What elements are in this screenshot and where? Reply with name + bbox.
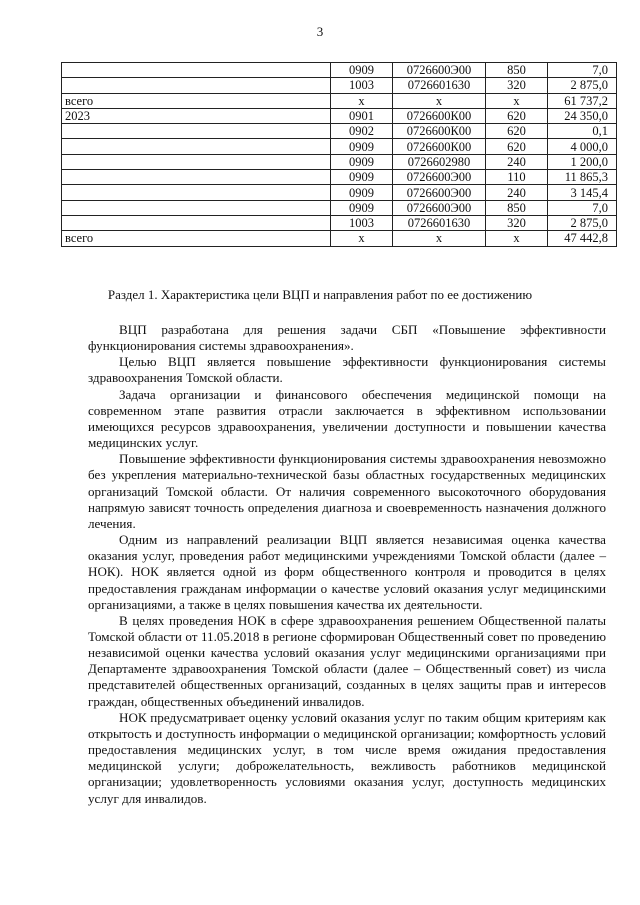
- table-cell: х: [486, 231, 548, 246]
- table-row: [62, 170, 617, 185]
- table-cell: 0909: [331, 200, 393, 215]
- paragraph: НОК предусматривает оценку условий оказания услуг по таким общим критериям как открытость и доступность информации о медицинской организации; комфортность условий предоставления медицинских услуг, в том числе время ожидания предоставления медицинской услуги; доброжелательность, вежливость работников медицинской организации; удовлетворенность условиями оказания услуг, доступность медицинских услуг для инвалидов.: [88, 709, 606, 806]
- paragraph: Одним из направлений реализации ВЦП является независимая оценка качества оказания услуг, проведения работ медицинскими учреждениями Томской области (далее – НОК). НОК является одной из форм общественного контроля и проводится в целях предоставления гражданам информации о качестве условий оказания услуг медицинскими организациями, а также в целях повышения качества их деятельности.: [88, 532, 606, 612]
- table-cell: 0909: [331, 154, 393, 169]
- table-cell: 0726600Э00: [393, 170, 486, 185]
- table-cell: 47 442,8: [548, 231, 617, 246]
- table-cell: [62, 154, 331, 169]
- table-row: [62, 108, 617, 123]
- table-cell: 24 350,0: [548, 108, 617, 123]
- table-cell: 620: [486, 108, 548, 123]
- table-cell: х: [486, 93, 548, 108]
- page-number: 3: [316, 24, 324, 39]
- table-row: [62, 215, 617, 230]
- table-row: [62, 231, 617, 246]
- table-row: [62, 124, 617, 139]
- table-cell: 850: [486, 200, 548, 215]
- table-cell: 0909: [331, 185, 393, 200]
- table-cell: 0726600К00: [393, 124, 486, 139]
- table-cell: 0726600Э00: [393, 63, 486, 78]
- table-cell: 1003: [331, 215, 393, 230]
- table-cell: 0726600К00: [393, 139, 486, 154]
- table-cell: 2 875,0: [548, 215, 617, 230]
- table-cell: 0,1: [548, 124, 617, 139]
- table-cell: 0726602980: [393, 154, 486, 169]
- table-cell: [62, 78, 331, 93]
- table-cell: 320: [486, 215, 548, 230]
- table-cell: всего: [62, 231, 331, 246]
- table-cell: 110: [486, 170, 548, 185]
- table-cell: х: [331, 231, 393, 246]
- table-cell: 240: [486, 185, 548, 200]
- table-cell: всего: [62, 93, 331, 108]
- table-cell: 850: [486, 63, 548, 78]
- table-row: [62, 93, 617, 108]
- table-cell: [62, 200, 331, 215]
- table-cell: 0902: [331, 124, 393, 139]
- table-cell: [62, 63, 331, 78]
- table-cell: 7,0: [548, 63, 617, 78]
- table-cell: [62, 124, 331, 139]
- table-cell: 0726601630: [393, 78, 486, 93]
- table-cell: 320: [486, 78, 548, 93]
- table-row: [62, 185, 617, 200]
- table-cell: 2 875,0: [548, 78, 617, 93]
- table-cell: 0901: [331, 108, 393, 123]
- table-cell: 1003: [331, 78, 393, 93]
- table-row: [62, 78, 617, 93]
- table-cell: [62, 185, 331, 200]
- table-row: [62, 154, 617, 169]
- table-cell: 4 000,0: [548, 139, 617, 154]
- table-cell: 1 200,0: [548, 154, 617, 169]
- table-cell: 0726601630: [393, 215, 486, 230]
- table-row: [62, 200, 617, 215]
- table-cell: х: [393, 93, 486, 108]
- paragraph: В целях проведения НОК в сфере здравоохранения решением Общественной палаты Томской области от 11.05.2018 в регионе сформирован Общественный совет по проведению независимой оценки качества условий оказания услуг медицинскими организациями при Департаменте здравоохранения Томской области (далее – Общественный совет) из числа представителей общественных организаций, созданных в целях защиты прав и интересов граждан, общественных объединений инвалидов.: [88, 612, 606, 709]
- budget-table: [61, 62, 617, 247]
- table-cell: 61 737,2: [548, 93, 617, 108]
- paragraph: ВЦП разработана для решения задачи СБП «Повышение эффективности функционирования системы здравоохранения».: [88, 322, 606, 354]
- table-cell: 620: [486, 124, 548, 139]
- body-text: [88, 322, 606, 807]
- table-row: [62, 63, 617, 78]
- table-cell: 240: [486, 154, 548, 169]
- table-cell: 11 865,3: [548, 170, 617, 185]
- table-cell: [62, 170, 331, 185]
- table-cell: [62, 215, 331, 230]
- table-cell: 0909: [331, 170, 393, 185]
- table-cell: х: [331, 93, 393, 108]
- table-cell: 2023: [62, 108, 331, 123]
- paragraph: Целью ВЦП является повышение эффективности функционирования системы здравоохранения Томской области.: [88, 354, 606, 386]
- paragraph: Задача организации и финансового обеспечения медицинской помощи на современном этапе развития отрасли заключается в эффективном использовании имеющихся ресурсов здравоохранения, увеличении доступности и повышении качества медицинских услуг.: [88, 386, 606, 451]
- table-cell: 0909: [331, 63, 393, 78]
- section-title: Раздел 1. Характеристика цели ВЦП и направления работ по ее достижению: [107, 287, 533, 302]
- table-row: [62, 139, 617, 154]
- table-cell: 7,0: [548, 200, 617, 215]
- table-cell: 0726600К00: [393, 108, 486, 123]
- table-cell: [62, 139, 331, 154]
- table-cell: х: [393, 231, 486, 246]
- table-cell: 0726600Э00: [393, 200, 486, 215]
- paragraph: Повышение эффективности функционирования системы здравоохранения невозможно без укрепления материально-технической базы областных государственных медицинских организаций Томской области. От наличия современного высокоточного оборудования напрямую зависят точность определения диагноза и своевременность назначения должного лечения.: [88, 451, 606, 531]
- table-cell: 3 145,4: [548, 185, 617, 200]
- table-cell: 0726600Э00: [393, 185, 486, 200]
- table-cell: 0909: [331, 139, 393, 154]
- table-cell: 620: [486, 139, 548, 154]
